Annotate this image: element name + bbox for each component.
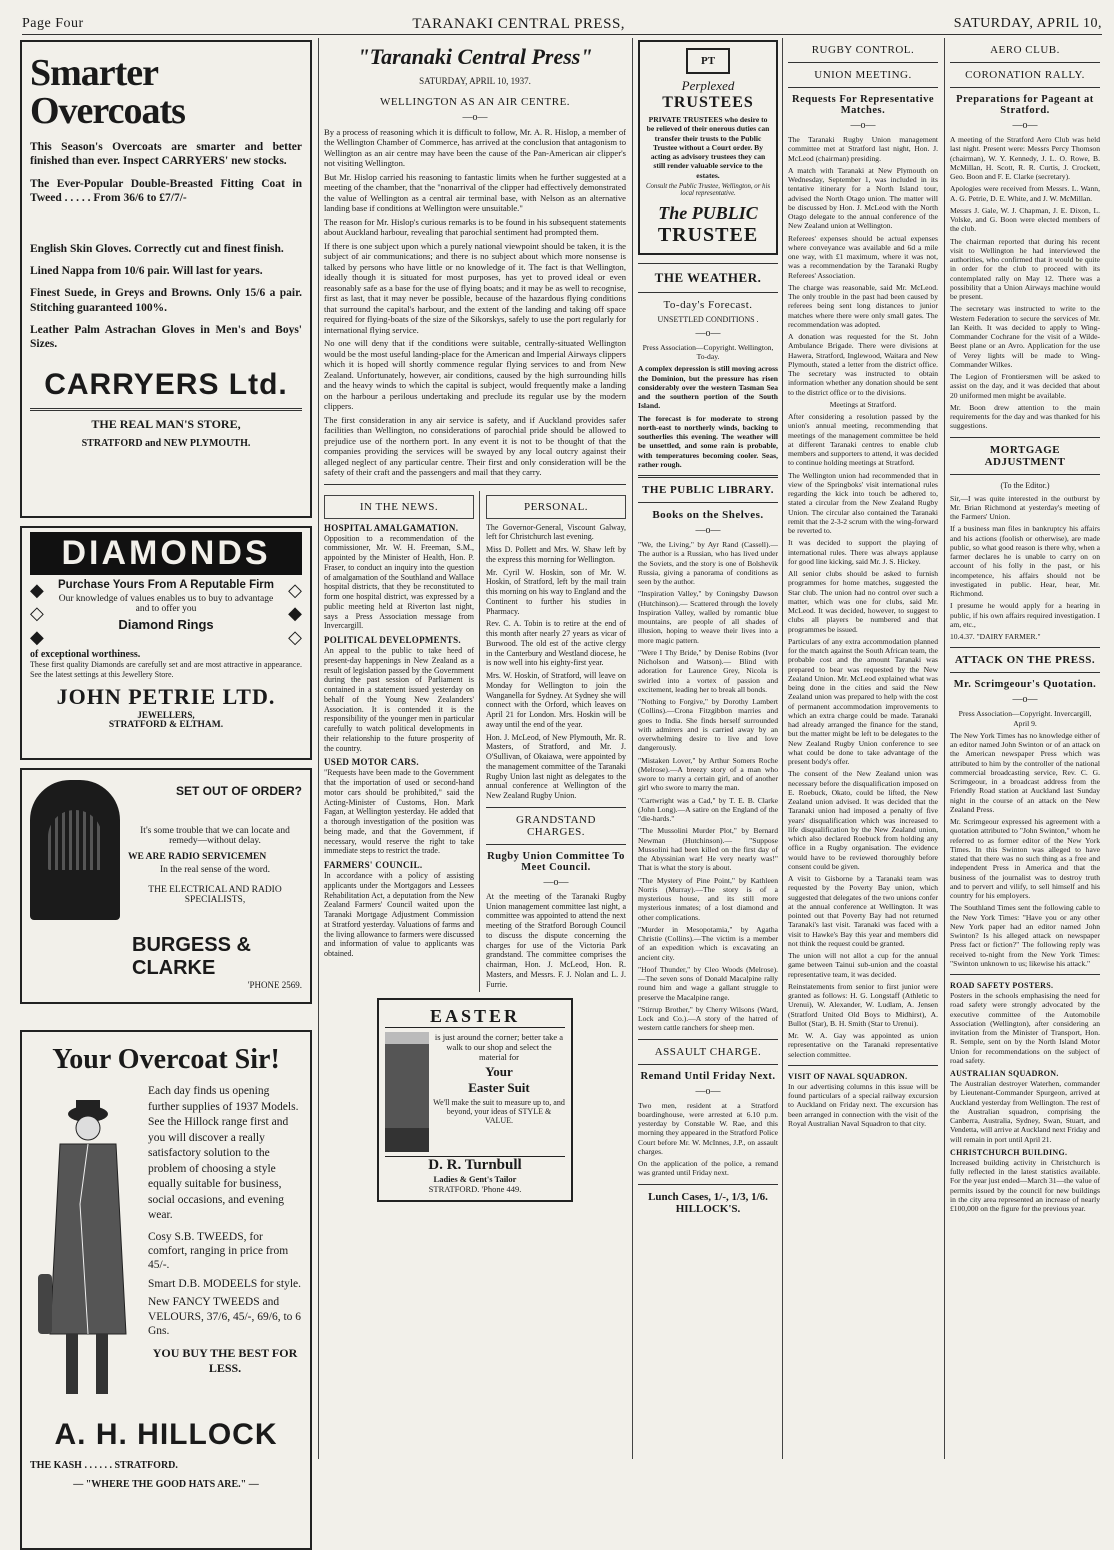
article-text: The consent of the New Zealand union was necessary before the disqualification imposed on E. Roebuck, Okato, could be lifted, the New Zealand union advised. It was decided that the Taranaki union had imposed a penalty of five years' disqualification which was increased to life disqualification by the New Zealand union, which also declared Roebuck from holding any office in a Rugby organisation. The evidence would have to be reviewed thoroughly before consent could be given. [788, 769, 938, 871]
ad-text: is just around the corner; better take a walk to our shop and select the material for [434, 1032, 564, 1063]
ad-headline: Purchase Yours From A Reputable Firm [58, 579, 274, 591]
ad-text: Lined Nappa from 10/6 pair. Will last for years. [30, 264, 263, 277]
article-text: At the meeting of the Taranaki Rugby Union management committee last night, a committee was appointed to attend the next meeting of the Stratford Borough Council to discuss the dispute concerning the charges for use of the Victoria Park grandstand. The committee comprises the chairman, Hon. J. McLeod, Hon. R. Masters, and Messrs. F. J. Nolan and L. J. Furrie. [486, 891, 626, 989]
editorial-para: No one will deny that if the conditions were suitable, centrally-situated Wellington would be the most useful landing-place for the American and Imperial Airways clippers which it is hoped will shortly commence regular flying services to and from New Zealand. Unfortunately, however, air conditions, caused by the high surrounding hills and the heavy winds to which the capital is subject, would frequently make a landing on the harbour a perilous undertaking and preclude its regular use by the modern clippers. [324, 338, 626, 412]
library-book: "We, the Living," by Ayr Rand (Cassell).—The author is a Russian, who has lived under the Soviets, and the story is one of Bolshevik Russia, giving a panorama of conditions as seen by the author. [638, 540, 778, 586]
article-text: The Southland Times sent the following cable to the New York Times: "Have you or any other New York paper had an editor named John Swinton? Is his alleged attack on newspaper Press fact or fiction?" The following reply was received to-night from the New York Times: "Swinton unknown to us; likewise his attack." [950, 903, 1100, 968]
ad-text: English Skin Gloves. Correctly cut and finest finish. [30, 242, 284, 255]
section-heading: THE WEATHER. [654, 269, 762, 285]
library-book: "The Mussolini Murder Plot," by Bernard Newman (Hutchinson).— "Suppose Mussolini had been killed on the first day of the Abyssinian war! He very nearly was!" That is what the story is about. [638, 826, 778, 873]
ad-text: Our knowledge of values enables us to buy to advantage and to offer you [58, 594, 274, 614]
section-subheading: Mr. Scrimgeour's Quotation. [953, 679, 1097, 691]
paper-flag: "Taranaki Central Press" [357, 44, 593, 69]
ad-text: We'll make the suit to measure up to, and beyond, your ideas of STYLE & VALUE. [433, 1098, 565, 1126]
article-text: A meeting of the Stratford Aero Club was held last night. Present were: Messrs Percy Thomson (chairman), W. Y. Kennedy, J. L. O. Rowe, B. McMillan, H. Scott, R. R. Curtis, J. Crockett, Geo. Boon and F. E. Clarke (secretary). [950, 135, 1100, 181]
ad-text: Lunch Cases, 1/-, 1/3, 1/6. [648, 1190, 768, 1203]
diamond-icon: ◇ ◆ ◇ [288, 580, 302, 647]
ad-text: It's some trouble that we can locate and remedy—without delay. [140, 826, 290, 846]
shop-trade: Ladies & Gent's Tailor [433, 1174, 517, 1185]
carryers-ad [20, 40, 312, 518]
news-text: In accordance with a policy of assisting applicants under the Mortgagors and Lessees Rehabilitation Act, a deputation from the New Zealand Farmers' Council waited upon the Taranaki Mortgage Adjustment Commission at Stratford yesterday. Valuations of farms and the living allowance to farmers were discussed and information of value to applicants was obtained. [324, 871, 474, 958]
petrie-ad [20, 526, 312, 760]
ad-headline: The PUBLIC [658, 202, 758, 223]
section-subheading: Preparations for Pageant at Stratford. [956, 94, 1094, 116]
ad-text: Cosy S.B. TWEEDS, for comfort, ranging in price from 45/-. [148, 1230, 289, 1272]
editorial-para: By a process of reasoning which it is difficult to follow, Mr. A. R. Hislop, a member of the Wellington Chamber of Commerce, has arrived at the conclusion that antagonism to Wellington as an air centre may have been the cause of the Pan-American air clipper's not visiting Wellington. [324, 127, 626, 169]
shop-slogan: — "WHERE THE GOOD HATS ARE." — [73, 1479, 259, 1490]
library-book: "Mistaken Lover," by Arthur Somers Roche (Melrose).—A breezy story of a man who swore to marry a certain girl, and of another girl who swore to marry the man. [638, 755, 778, 793]
library-book: "Hoof Thunder," by Cleo Woods (Melrose).—The seven sons of Donald Macalpine rally round him and wage a gallant struggle to preserve the Macalpine range. [638, 964, 778, 1002]
ad-text: These first quality Diamonds are carefully set and are most attractive in appearance. See the latest settings at this Jewellery Store. [30, 660, 302, 679]
editorial-para: But Mr. Hislop carried his reasoning to fantastic limits when he further suggested at a meeting of the chamber, that the "nonarrival of the clipper had effectively demonstrated the value of Wellington as a central air terminal base, with Nelson as an alternative landing base if conditions at Wellington were unsuitable." [324, 171, 626, 214]
shop-phone: 'PHONE 2569. [247, 980, 302, 990]
news-caption: CHRISTCHURCH BUILDING. [950, 1147, 1068, 1157]
article-text: Mr. Scrimgeour expressed his agreement with a quotation attributed to "John Swinton," whom he referred to as former editor of the New York Times. In this Swinton was alleged to have stated that there was no such thing as a free and independent Press in America and that the business of the journalist was to destroy truth and to pervert and vilify, to sell himself and his country for his employers. [950, 817, 1100, 900]
radio-set-icon [30, 780, 120, 920]
article-text: A match with Taranaki at New Plymouth on Wednesday, September 1, was included in its tentative itinerary for a North Island tour, advised the North Otago union. The matter will be discussed by Hon. J. McLeod with the North Otago delegate to the annual conference of the New Zealand union at Wellington. [788, 165, 938, 231]
article-text: Apologies were received from Messrs. L. Wann, A. G. Petrie, D. E. White, and J. W. McMillan. [950, 184, 1100, 203]
wire-source: Press Association—Copyright. Invercargill, April 9. [958, 709, 1092, 728]
personal-item: Mr. Cyril W. Hoskin, son of Mr. W. Hoskin, of Stratford, left by the mail train this morning on his way to England and the Continent to further his studies in Pharmacy. [486, 567, 626, 616]
news-text: An appeal to the public to take heed of present-day happenings in New Zealand as a result of legislation passed by the Government during the past session of Parliament is contained in a statement issued yesterday on behalf of the Young New Zealanders' Association. It is contended it is the responsibility of the younger men in particular carefully to watch political developments in their relationship to the future prosperity of the country. [324, 646, 474, 753]
ad-text: THE ELECTRICAL AND RADIO SPECIALISTS, [148, 885, 282, 905]
paper-name: TARANAKI CENTRAL PRESS, [412, 15, 626, 32]
ad-text: The Ever-Popular Double-Breasted Fitting Coat in Tweed . . . . . From 36/6 to £7/7/- [30, 177, 302, 205]
section-subheading: UNION MEETING. [814, 69, 912, 81]
ad-headline: Smarter Overcoats [30, 52, 185, 132]
ad-text: Your [485, 1064, 513, 1080]
article-text: Two men, resident at a Stratford boardinghouse, were arrested at 6.10 p.m. yesterday by Constable W. Rae, and this morning they appeared in the Stratford Police Court before Mr. W. McInnes, J.P., on assault charges. [638, 1100, 778, 1156]
shop-tagline: THE REAL MAN'S STORE, [91, 416, 241, 431]
article-text: After considering a resolution passed by the union's annual meeting, recommending that meetings of the management committee be held at different Taranaki centres to enable club members and supporters to attend, it was decided to continue holding meetings at Stratford. [788, 412, 938, 468]
section-subheading: Remand Until Friday Next. [640, 1070, 776, 1082]
shop-name: JOHN PETRIE LTD. [56, 683, 276, 709]
ad-text: WE ARE RADIO SERVICEMEN [128, 852, 267, 862]
library-book: "Inspiration Valley," by Coningsby Dawson (Hutchinson).— Scattered through the lovely Inspiration Valley, walled by romantic blue mountains, are people of all shades of illusion, hoping to weave their lives into a more magic pattern. [638, 589, 778, 645]
column-rule [318, 38, 319, 1459]
news-text: The Australian destroyer Waterhen, commander by Lieutenant-Commander Spurgeon, arrived at Auckland yesterday from Wellington. The rest of the Australian squadron, comprising the Canberra, Australia, Sydney, Swan, Stuart, and Vendetta, will arrive at Auckland next Friday and will remain in port until April 21. [950, 1079, 1100, 1144]
news-text: In our advertising columns in this issue will be found particulars of a special railway excursion to Auckland on Friday next. The excursion has been arranged in connection with the visit of the Royal Australian Naval Squadron to that city. [788, 1081, 938, 1128]
letter-signature: 10.4.37. "DAIRY FARMER." [950, 632, 1041, 641]
editorial-date: SATURDAY, APRIL 10, 1937. [419, 76, 531, 86]
ad-headline: SET OUT OF ORDER? [176, 784, 302, 798]
ad-text: Consult the Public Trustee, Wellington, or his local representative. [646, 182, 770, 197]
article-text: The Wellington union had recommended that in view of the Springboks' visit international rules regarding the kick into touch be adhered to, stated a circular from the New Zealand Rugby Union. The circular also contained the Taranaki remit that the 2-3-2 scrum with the wing-forward be reverted to. [788, 470, 938, 535]
shop-trade: JEWELLERS, [137, 709, 195, 720]
article-text: Particulars of any extra accommodation planned for the match against the South African team, the probable cost and the amount Taranaki was prepared to bear was requested by the New Zealand Union. Mr. McLeod explained what was being done in the cities and said the New Zealand union was prepared to help with the cost of permanent accommodation improvements to which an extra charge could be made. Taranaki had already arranged the finance for the stand, but the matter might be left to be delegates to the New Zealand Rugby Union conference to see what could be done to take advantage of the present body's offer. [788, 636, 938, 766]
news-caption: VISIT OF NAVAL SQUADRON. [788, 1071, 908, 1081]
section-subheading: CORONATION RALLY. [965, 69, 1085, 81]
shop-kash: THE KASH . . . . . . STRATFORD. [30, 1460, 178, 1471]
news-text: Opposition to a recommendation of the commissioner, Mr. W. H. Freeman, S.M., appointed by the Minister of Health, Hon. P. Fraser, to conduct an inquiry into the question of amalgamation of the Southland and Wallace hospital districts, that they be reconstituted to form one hospital district, was expressed by a public meeting held at Riverton last night, says a Press Association message from Invercargill. [324, 533, 474, 631]
editorial-headline: WELLINGTON AS AN AIR CENTRE. [379, 96, 571, 108]
article-text: The Legion of Frontiersmen will be asked to assist on the day, and it was decided that about 20 uniformed men might be available. [950, 372, 1100, 400]
hillock-ad [20, 1030, 312, 1550]
section-heading: THE PUBLIC LIBRARY. [642, 484, 774, 496]
section-subheading: Rugby Union Committee To Meet Council. [487, 850, 625, 873]
library-book: "Murder in Mesopotamia," by Agatha Christie (Collins).—The victim is a member of an expedition which is excavating an ancient city. [638, 924, 778, 962]
column-rule [632, 38, 633, 1459]
article-text: The secretary was instructed to write to the Western Federation to secure the services of Mr. Ian Keith. It was decided to apply to Wing-Commander Cochrane for the visit of a Wilde-Beest plane or an Avro. Application for the use of Verey lights will be made to Wing-Commander Wilkes. [950, 304, 1100, 369]
library-book: "Stirrup Brother," by Cherry Wilsons (Ward, Lock and Co.).—A story of the hatred of western cattle ranchers for sheep men. [638, 1004, 778, 1033]
article-text: All senior clubs should be asked to furnish programmes for home matches, suggested the Star club. The union had no control over such a matter, which was one for clubs, said Mr. McLeod. It was decided, however, to suggest to clubs all players be numbered and that programmes be issued. [788, 569, 938, 634]
editorial-para: The first consideration in any air service is safety, and if Auckland provides safer facilities than Wellington, no considerations of parochial pride should be allowed to prejudice use of the northern port. In any event it is not to be thought of that the companies providing the services will be swayed by any local outcry against their alleged neglect of any particular centre. Their first and only consideration will be the safety of their craft and the passengers and mail that they carry. [324, 414, 626, 478]
article-text: Mr. Boon drew attention to the main requirements for the day and was thanked for his suggestions. [950, 402, 1100, 431]
article-text: The Taranaki Rugby Union management committee met at Stratford last night, Hon. J. McLeod (chairman) presiding. [788, 135, 938, 163]
library-book: "Cartwright was a Cad," by T. E. B. Clarke (John Long).—A satire on the England of the "die-hards." [638, 795, 778, 823]
shop-name: HILLOCK'S. [675, 1202, 741, 1215]
ad-text: Finest Suede, in Greys and Browns. Only 15/6 a pair. Stitching guaranteed 100%. [30, 287, 302, 314]
article-text: Messrs J. Gale, W. J. Chapman, J. E. Dixon, L. Volske, and G. Boon were elected members of the club. [950, 205, 1100, 234]
ad-headline: TRUSTEES [662, 94, 754, 111]
diamonds-banner: DIAMONDS [30, 532, 302, 575]
news-text: "Requests have been made to the Government that the importation of used or second-hand motor cars should be prohibited," said the Acting-Minister of Customs, Hon. Mark Fagan, at Wellington yesterday. He added that a thorough investigation of the position was being made, and that the Government, if necessary, would reserve the right to take immediate steps to restrict the trade. [324, 768, 474, 856]
library-book: "Were I Thy Bride," by Denise Robins (Ivor Nicholson and Watson).— Blind with adoration for Laurence Grey, Nicola is swirled into a vortex of passion and excitement, leading her to break all bonds. [638, 647, 778, 694]
ad-text: Leather Palm Astrachan Gloves in Men's and Boys' Sizes. [30, 324, 302, 351]
article-text: The charge was reasonable, said Mr. McLeod. The only trouble in the past had been caused by referees being sent long distances to junior matches where there were only small gates. The recommendation was adopted. [788, 282, 938, 329]
section-heading: ATTACK ON THE PRESS. [954, 654, 1096, 667]
page-number: Page Four [22, 16, 84, 31]
article-text: The chairman reported that during his recent visit to Wellington he had interviewed the authorities, who confirmed that it would be quite in order for the club to proceed with its contemplated rally on May 12. There was a possibility that a Union Airways machine would be present. [950, 236, 1100, 301]
ad-text: New FANCY TWEEDS and VELOURS, 37/6, 45/-, 69/6, to 6 Gns. [148, 1296, 302, 1337]
news-text: Posters in the schools emphasising the need for road safety were strongly advocated by the executive committee of the Automobile Association (Wellington), after considering an invitation from the Minister of Transport, Hon. R. Semple, sent on by the North Island Motor Union for recommendations on the subject of road safety. [950, 991, 1100, 1065]
ad-headline: TRUSTEE [657, 223, 759, 246]
section-heading: AERO CLUB. [990, 44, 1060, 56]
public-trustee-ad [638, 40, 778, 255]
trustee-crest-icon: PT [686, 48, 730, 74]
article-text: Mr. W. A. Gay was appointed as union representative on the Taranaki representative selection committee. [788, 1031, 938, 1059]
personal-item: Mrs. W. Hoskin, of Stratford, will leave on Monday for Wellington to join the Wanganella for Sydney. At Sydney she will connect with the Orford, which leaves on April 21 for London. Mrs. Hoskin will be away until the end of the year. [486, 671, 626, 729]
news-caption: HOSPITAL AMALGAMATION. [324, 522, 459, 533]
shop-name: D. R. Turnbull [385, 1156, 565, 1174]
wire-source: Press Association—Copyright. Wellington, To-day. [642, 342, 774, 361]
ad-text: PRIVATE TRUSTEES who desire to be relieved of their onerous duties can transfer their trusts to the Public Trustee without a Court order. By acting as advisory trustees they can still render valuable service to the estates. [646, 115, 770, 180]
article-text: A visit to Gisborne by a Taranaki team was requested by the Poverty Bay union, which suggested that delegates of the two unions confer at the annual conference at Wellington. It was pointed out that Poverty Bay had not returned Taranaki's last visit. Taranaki was faced with a visit to Hawke's Bay this year and members did not think the request could be granted. [788, 874, 938, 948]
section-heading: IN THE NEWS. [324, 495, 474, 519]
column-rule [782, 38, 783, 1459]
news-caption: POLITICAL DEVELOPMENTS. [324, 635, 461, 645]
shop-address: STRATFORD. 'Phone 449. [428, 1184, 522, 1195]
article-text: A donation was requested for the St. John Ambulance Brigade. There were divisions at Hawera, Stratford, Inglewood, Waitara and New Plymouth, stated a letter from the district office. The secretary was instructed to obtain information whether any donation should be sent to the district office or to the divisions. [788, 332, 938, 397]
editorial-para: The reason for Mr. Hislop's curious remarks is to be found in his subsequent statements about Auckland harbour, revealing that parochial sentiment had prompted them. [324, 216, 626, 238]
advertising-column [20, 40, 312, 1490]
section-heading: MORTGAGE ADJUSTMENT [984, 443, 1066, 468]
article-text: Reinstatements from senior to first junior were granted as follows: H. G. Longstaff (Athletic to Urenui), W. Alexander, W. Ludlam, A. Jensen (Stratford United Old Boys to Midhirst), A. Bullot (Star), B. H. Smith (Star to Urenui). [788, 981, 938, 1028]
letter-text: If a business man files in bankruptcy his affairs and his actions (foolish or otherwise), are made public, so what good reason is there why, when a farmer declares he is unable to carry on on account of his folly in the past, or his incompetence, his affairs should not be investigated in public. Hear, hear, Mr. Richmond. [950, 524, 1100, 598]
shop-towns: STRATFORD and NEW PLYMOUTH. [81, 437, 251, 449]
news-caption: USED MOTOR CARS. [324, 757, 419, 768]
personal-item: The Governor-General, Viscount Galway, left for Christchurch last evening. [486, 522, 626, 542]
shop-name: A. H. HILLOCK [54, 1418, 278, 1451]
man-in-suit-icon [385, 1032, 429, 1152]
personal-item: Miss D. Pollett and Mrs. W. Shaw left by the express this morning for Wellington. [486, 545, 626, 564]
section-heading: RUGBY CONTROL. [811, 44, 915, 56]
news-caption: FARMERS' COUNCIL. [324, 860, 423, 870]
article-text: The New York Times has no knowledge either of an editor named John Swinton or of an attack on the American newspaper Press which was attributed to him by the controller of the national commercial broadcasting service, Rev. C. G. Scrimgeour, in a broadcast address from the Friendly Road station at Auckland last Sunday night in the course of an attack on the New Zealand Press. [950, 730, 1100, 814]
ad-text: Easter Suit [468, 1080, 530, 1096]
editorial-column: "Taranaki Central Press" SATURDAY, APRIL 10, 1937. WELLINGTON AS AN AIR CENTRE. —o— By a process of reasoning which it is difficult to follow, Mr. A. R. Hislop, a member of the Wellington Chamber of Commerce, has arrived at the conclusion that antagonism to Wellington as an air centre may have been the cause of the Pan-American air clipper's not visiting Wellington. But Mr. Hislop carried his reasoning to fantastic limits when he further suggested at a meeting of the chamber, that the "nonarrival of the clipper had effectively demonstrated the value of Wellington as a central air terminal base, with Nelson as an alternative landing base if conditions at Wellington were unsuitable." The reason for Mr. Hislop's curious remarks is to be found in his subsequent statements about Auckland harbour, revealing that parochial sentiment had prompted them. If there is one subject upon which a purely national viewpoint should be taken, it is the subject of air communications; and there is no subject about which more nonsense is talked by persons who have little or no knowledge of it. The fact is that Wellington, ideally though it is situated for most purposes, has yet to proved ideal or even reasonably safe as a base for the use of flying boats; and it may be as well to recognise, first as last, that it may never be possible, because of the hazardous flying conditions that surround the capital's harbour, and the extent of the landing and taking off space required for flying-boats of the size of the Sikorskys, safely to use the port regularly for international flying service. No one will deny that if the conditions were suitable, centrally-situated Wellington would be the most useful landing-place for the American and Imperial Airways clippers which it is hoped will shortly commence regular flying services to and from New Zealand. Unfortunately, however, air conditions, caused by the high surrounding hills and the heavy winds to which the capital is subject, would frequently make a landing on the harbour a perilous undertaking and preclude its regular use by the modern clippers. The first consideration in any air service is safety, and if Auckland provides safer facilities than Wellington, no considerations of parochial pride should be allowed to prejudice use of the northern port. In any event it is not to be thought of that the companies providing the services will be swayed by any local outcry against their alleged neglect of any particular centre. Their first and only consideration will be the safety of their craft and the passengers and mail that they carry. IN THE NEWS. HOSPITAL AMALGAMATION. Opposition to a recommendation of the commissioner, Mr. W. H. Freeman, S.M., appointed by the Minister of Health, Hon. P. Fraser, to conduct an inquiry into the question of amalgamation of the Southland and Wallace hospital districts, that they be reconstituted to form one hospital district, was expressed by a public meeting held at Riverton last night, says a Press Association message from Invercargill. POLITICAL DEVELOPMENTS. An appeal to the public to take heed of present-day happenings in New Zealand as a result of legislation passed by the Government during the past session of Parliament is contained in a statement issued yesterday on behalf of the Young New Zealanders' Association. It is contended it is the responsibility of the younger men in particular carefully to watch political developments in their relationship to the future prosperity of the country. USED MOTOR CARS. "Requests have been made to the Government that the importation of used or second-hand motor cars should be prohibited," said the Acting-Minister of Customs, Hon. Mark Fagan, at Wellington yesterday. He added that a thorough investigation of the position was being made, and that the Government, if necessary, would reserve the right to take immediate steps to restrict the trade. FARMERS' COUNCIL. In accordance with a policy of assisting applicants under the Mortgagors and Lessees Rehabilitation Act, a deputation from the New Zealand Farmers' Council waited upon the Taranaki Mortgage Adjustment Commission at Stratford yesterday. Valuations of farms and the living allowance to farmers were discussed and information of value to applicants was obtained. PERSONAL. The Governor-General, Viscount Galway, left for Christchurch last evening. Miss D. Pollett and Mrs. W. Shaw left by the express this morning for Wellington. Mr. Cyril W. Hoskin, son of Mr. W. Hoskin, of Stratford, left by the mail train this morning on his way to England and the Continent to further his studies in Pharmacy. Rev. C. A. Tobin is to retire at the end of this month after nearly 27 years as vicar of Burwood. The old est of the active clergy in the Canterbury and Westland diocese, he is now well into his eighty-first year. Mrs. W. Hoskin, of Stratford, will leave on Monday for Wellington to join the Wanganella for Sydney. At Sydney she will connect with the Orford, which leaves on April 21 for London. Mrs. Hoskin will be away until the end of the year. Hon. J. McLeod, of New Plymouth, Mr. R. Masters, of Stratford, and Mr. J. O'Sullivan, of Okaiawa, were appointed by the management committee of the Taranaki Rugby Union last night as delegates to the annual conference at Wellington of the New Zealand Rugby Union. GRANDSTAND CHARGES. Rugby Union Committee To Meet Council. —o— At the meeting of the Taranaki Rugby Union management committee last night, a committee was appointed to attend the next meeting of the Stratford Borough Council to discuss the dispute concerning the charges for use of the Victoria Park grandstand. The committee comprises the chairman, Hon. J. McLeod, Hon. R. Masters, and Messrs. F. J. Nolan and L. J. Furrie. EASTER is just around the corner; better take a walk to our shop and select the material for Your Easter Suit We'll make the suit to measure up to, and beyond, your ideas of STYLE & VALUE. D. R. Turnbull Ladies & Gent's Tailor STRATFORD. 'Phone 449. [324, 40, 626, 1455]
article-text: The union will not allot a cup for the annual game between Tainui sub-union and the coastal representative team, it was decided. [788, 951, 938, 979]
section-subheading: To-day's Forecast. [663, 298, 753, 311]
section-heading: GRANDSTAND CHARGES. [516, 813, 596, 838]
weather-text: The forecast is for moderate to strong north-east to northerly winds, backing to southerlies this evening. The weather will be unsettled, and some rain is probable, with temperatures becoming cooler. Seas, rather rough. [638, 413, 778, 469]
letter-text: I presume he would apply for a hearing in public, if his own affairs required investigation. I am, etc., [950, 601, 1100, 629]
shop-name: BURGESS & CLARKE [132, 934, 251, 979]
masthead [22, 14, 1102, 35]
library-book: "The Mystery of Pine Point," by Kathleen Norris (Murray).—The story is of a mysterious house, and its still more mysterious inmates; of a lost diamond and other complications. [638, 875, 778, 922]
column-rule [944, 38, 945, 1459]
article-text: On the application of the police, a remand was granted until Friday next. [638, 1159, 778, 1178]
shop-name: CARRYERS Ltd. [44, 367, 288, 401]
ad-text: In the real sense of the word. [159, 865, 270, 875]
editorial-para: If there is one subject upon which a purely national viewpoint should be taken, it is the subject of air communications; and there is no subject about which more nonsense is talked by persons who have little or no knowledge of it. The fact is that Wellington, ideally though it is situated for most purposes, has yet to proved ideal or even reasonably safe as a base for the use of flying boats; and it may be as well to recognise, first as last, that it may never be possible, because of the hazardous flying conditions that surround the capital's harbour, and the extent of the landing and taking off space required for flying-boats of the size of the Sikorskys, safely to use the port regularly for international flying service. [324, 240, 626, 335]
news-column-4: RUGBY CONTROL. UNION MEETING. Requests For Representative Matches. —o— The Taranaki Rugby Union management committee met at Stratford last night, Hon. J. McLeod (chairman) presiding. A match with Taranaki at New Plymouth on Wednesday, September 1, was included in its tentative itinerary for a North Island tour, advised the North Otago union. The matter will be discussed by Hon. J. McLeod with the North Otago delegate to the annual conference of the New Zealand union at Wellington. Referees' expenses should be actual expenses where conveyance was available and 6d a mile one way, with £1 maximum, where it was not, was a recommendation by the Taranaki Rugby Referees' Association. The charge was reasonable, said Mr. McLeod. The only trouble in the past had been caused by referees being sent long distances to junior matches where there were only small gates. The recommendation was adopted. A donation was requested for the St. John Ambulance Brigade. There were divisions at Hawera, Stratford, Inglewood, Waitara and New Plymouth, stated a letter from the district office. The secretary was instructed to obtain information whether any donation should be sent to the district office or to the divisions. Meetings at Stratford. After considering a resolution passed by the union's annual meeting, recommending that meetings of the management committee be held at different Taranaki centres to enable club members and supporters to attend, it was decided to continue holding meetings at Stratford. The Wellington union had recommended that in view of the Springboks' visit international rules regarding the kick into touch be adhered to, stated a circular from the New Zealand Rugby Union. The circular also contained the Taranaki remit that the 2-3-2 scrum with the wing-forward be reverted to. It was decided to support the playing of international rules. There was always applause for good line kicking, said Mr. J. S. Hickey. All senior clubs should be asked to furnish programmes for home matches, suggested the Star club. The union had no control over such a matter, which was one for clubs, said Mr. McLeod. It was decided, however, to suggest to clubs all players be numbered and that programmes be issued. Particulars of any extra accommodation planned for the match against the South African team, the probable cost and the amount Taranaki was prepared to bear was requested by the New Zealand Union. Mr. McLeod explained what was being done in the cities and said the New Zealand union was prepared to help with the cost of permanent accommodation improvements to which an extra charge could be made. Taranaki had already arranged the finance for the stand, but the matter might be left to be delegates to the New Zealand Rugby Union conference to see what could be done to take advantage of the present body's offer. The consent of the New Zealand union was necessary before the disqualification imposed on E. Roebuck, Okato, could be lifted, the New Zealand union advised. It was decided that the Taranaki union had imposed a penalty of five years' disqualification which was increased to life disqualification by the New Zealand union, which also declared Roebuck from holding any office in a Rugby organisation. The evidence would have to be reviewed thoroughly before consent could be given. A visit to Gisborne by a Taranaki team was requested by the Poverty Bay union, which suggested that delegates of the two unions confer at the annual conference at Wellington. It was pointed out that Poverty Bay had not returned Taranaki's last visit. Taranaki was faced with a visit to Hawke's Bay this year and members did not think the request could be granted. The union will not allot a cup for the annual game between Tainui sub-union and the coastal representative team, it was decided. Reinstatements from senior to first junior were granted as follows: H. G. Longstaff (Athletic to Urenui), W. Alexander, W. Ludlam, A. Jensen (Stratford United Old Boys to Midhirst), A. Bullot (Star), B. H. Smith (Star to Urenui). Mr. W. A. Gay was appointed as union representative on the Taranaki representative selection committee. VISIT OF NAVAL SQUADRON. In our advertising columns in this issue will be found particulars of a special railway excursion to Auckland on Friday next. The excursion has been arranged in connection with the visit of the Royal Australian Naval Squadron to that city. [788, 44, 938, 1128]
section-heading: PERSONAL. [486, 495, 626, 519]
ad-text: Smart D.B. MODEELS for style. [148, 1277, 302, 1290]
news-text: Increased building activity in Christchurch is fully reflected in the latest statistics available. For the year just ended—March 31—the value of permits issued by the council for new buildings in the city area represented an increase of nearly £100,000 on the figure for the previous year. [950, 1157, 1100, 1213]
news-column-5: AERO CLUB. CORONATION RALLY. Preparations for Pageant at Stratford. —o— A meeting of the Stratford Aero Club was held last night. Present were: Messrs Percy Thomson (chairman), W. Y. Kennedy, J. L. O. Rowe, B. McMillan, H. Scott, R. R. Curtis, J. Crockett, Geo. Boon and F. E. Clarke (secretary). Apologies were received from Messrs. L. Wann, A. G. Petrie, D. E. White, and J. W. McMillan. Messrs J. Gale, W. J. Chapman, J. E. Dixon, L. Volske, and G. Boon were elected members of the club. The chairman reported that during his recent visit to Wellington he had interviewed the authorities, who confirmed that it would be quite in order for the club to proceed with its contemplated rally on May 12. There was a possibility that a Union Airways machine would be present. The secretary was instructed to write to the Western Federation to secure the services of Mr. Ian Keith. It was decided to apply to Wing-Commander Cochrane for the visit of a Wilde-Beest plane or an Avro. Application for the use of Verey lights will be made to Wing-Commander Wilkes. The Legion of Frontiersmen will be asked to assist on the day, and it was decided that about 20 uniformed men might be available. Mr. Boon drew attention to the main requirements for the day and was thanked for his suggestions. MORTGAGE ADJUSTMENT (To the Editor.) Sir,—I was quite interested in the outburst by Mr. Brian Richmond at yesterday's meeting of the Farmers' Union. If a business man files in bankruptcy his affairs and his actions (foolish or otherwise), are made public, so what good reason is there why, when a farmer declares he is unable to carry on on account of his folly in the past, or his incompetence, his affairs should not be investigated in public. Hear, hear, Mr. Richmond. I presume he would apply for a hearing in public, if his own affairs required investigation. I am, etc., 10.4.37. "DAIRY FARMER." ATTACK ON THE PRESS. Mr. Scrimgeour's Quotation. —o— Press Association—Copyright. Invercargill, April 9. The New York Times has no knowledge either of an editor named John Swinton or of an attack on the American newspaper Press which was attributed to him by the controller of the national commercial broadcasting service, Rev. C. G. Scrimgeour, in a broadcast address from the Friendly Road station at Auckland last Sunday night in the course of an attack on the New Zealand Press. Mr. Scrimgeour expressed his agreement with a quotation attributed to "John Swinton," whom he referred to as former editor of the New York Times. In this Swinton was alleged to have stated that there was no such thing as a free and independent Press in America and that the business of the journalist was to destroy truth and to pervert and vilify, to sell himself and his country for his employers. The Southland Times sent the following cable to the New York Times: "Have you or any other New York paper had an editor named John Swinton? Is his alleged attack on newspaper Press fact or fiction?" The following reply was received to-night from the New York Times: "Swinton unknown to us; likewise his attack." ROAD SAFETY POSTERS. Posters in the schools emphasising the need for road safety were strongly advocated by the executive committee of the Automobile Association (Wellington), after considering an invitation from the Minister of Transport, Hon. R. Semple, sent on by the North Island Motor Union for recommendations on the subject of road safety. AUSTRALIAN SQUADRON. The Australian destroyer Waterhen, commander by Lieutenant-Commander Spurgeon, arrived at Auckland yesterday from Wellington. The rest of the Australian squadron, comprising the Canberra, Australia, Sydney, Swan, Stuart, and Vendetta, will arrive at Auckland next Friday and will remain in port until April 21. CHRISTCHURCH BUILDING. Increased building activity in Christchurch is fully reflected in the latest statistics available. For the year just ended—March 31—the value of permits issued by the council for new buildings in the city area represented an increase of nearly £100,000 on the figure for the previous year. [950, 44, 1100, 1213]
turnbull-ad [377, 998, 573, 1202]
section-heading: ASSAULT CHARGE. [654, 1045, 762, 1058]
ad-text: Perplexed [681, 78, 735, 93]
man-in-overcoat-icon [30, 1084, 140, 1414]
ad-headline: Diamond Rings [118, 617, 214, 632]
letter-note: (To the Editor.) [1000, 480, 1050, 490]
news-caption: ROAD SAFETY POSTERS. [950, 981, 1054, 990]
article-text: It was decided to support the playing of international rules. There was always applause for good line kicking, said Mr. J. S. Hickey. [788, 538, 938, 566]
ad-headline: Your Overcoat Sir! [52, 1044, 280, 1075]
ad-text: of exceptional worthiness. [30, 649, 141, 661]
weather-text: A complex depression is still moving across the Dominion, but the pressure has risen considerably over the western Tasman Sea and the southern portion of the South Island. [638, 364, 778, 411]
news-column-3: PT Perplexed TRUSTEES PRIVATE TRUSTEES who desire to be relieved of their onerous duties can transfer their trusts to the Public Trustee without a Court order. By acting as advisory trustees they can still render valuable service to the estates. Consult the Public Trustee, Wellington, or his local representative. The PUBLIC TRUSTEE THE WEATHER. To-day's Forecast. UNSETTLED CONDITIONS . —o— Press Association—Copyright. Wellington, To-day. A complex depression is still moving across the Dominion, but the pressure has risen considerably over the western Tasman Sea and the southern portion of the South Island. The forecast is for moderate to strong north-east to northerly winds, backing to southerlies this evening. The weather will be unsettled, and some rain is probable, with temperatures becoming cooler. Seas, rather rough. THE PUBLIC LIBRARY. Books on the Shelves. —o— "We, the Living," by Ayr Rand (Cassell).—The author is a Russian, who has lived under the Soviets, and the story is one of Bolshevik Russia, giving a panorama of conditions as seen by the author. "Inspiration Valley," by Coningsby Dawson (Hutchinson).— Scattered through the lovely Inspiration Valley, walled by romantic blue mountains, are people of all shades of illusion, hoping to weave their lives into a more magic pattern. "Were I Thy Bride," by Denise Robins (Ivor Nicholson and Watson).— Blind with adoration for Laurence Grey, Nicola is swirled into a vortex of passion and excitement, leading her to break all bonds. "Nothing to Forgive," by Dorothy Lambert (Collins).—Crona Fitzgibbon marries and goes to India. She finds herself surrounded with admirers and is carried away by an overwhelming desire to live and love dangerously. "Mistaken Lover," by Arthur Somers Roche (Melrose).—A breezy story of a man who swore to marry a certain girl, and of another girl who swore to marry the man. "Cartwright was a Cad," by T. E. B. Clarke (John Long).—A satire on the England of the "die-hards." "The Mussolini Murder Plot," by Bernard Newman (Hutchinson).— "Suppose Mussolini had been killed on the first day of the Abyssinian war! He very nearly was!" That is what the story is about. "The Mystery of Pine Point," by Kathleen Norris (Murray).—The story is of a mysterious house, and its still more mysterious inmates; of a lost diamond and other complications. "Murder in Mesopotamia," by Agatha Christie (Collins).—The victim is a member of an expedition which is excavating an ancient city. "Hoof Thunder," by Cleo Woods (Melrose).—The seven sons of Donald Macalpine rally round him and wage a gallant struggle to preserve the Macalpine range. "Stirrup Brother," by Cherry Wilsons (Ward, Lock and Co.).—A story of the hatred of western cattle ranchers for sheep men. ASSAULT CHARGE. Remand Until Friday Next. —o— Two men, resident at a Stratford boardinghouse, were arrested at 6.10 p.m. yesterday by Constable W. Rae, and this morning they appeared in the Stratford Police Court before Mr. W. McInnes, J.P., on assault charges. On the application of the police, a remand was granted until Friday next. Lunch Cases, 1/-, 1/3, 1/6. HILLOCK'S. [638, 40, 778, 1455]
weather-conditions: UNSETTLED CONDITIONS . [657, 314, 759, 324]
ad-text: This Season's Overcoats are smarter and better finished than ever. Inspect CARRYERS' new stocks. [30, 141, 302, 168]
letter-text: Sir,—I was quite interested in the outburst by Mr. Brian Richmond at yesterday's meeting of the Farmers' Union. [950, 493, 1100, 521]
section-subheading: Requests For Representative Matches. [791, 94, 934, 116]
article-text: Referees' expenses should be actual expenses where conveyance was available and 6d a mile one way, with £1 maximum, where it was not, was a recommendation by the Taranaki Rugby Referees' Association. [788, 233, 938, 280]
ad-text: YOU BUY THE BEST FOR LESS. [152, 1346, 298, 1376]
library-book: "Nothing to Forgive," by Dorothy Lambert (Collins).—Crona Fitzgibbon marries and goes to India. She finds herself surrounded with admirers and is carried away by an overwhelming desire to live and love dangerously. [638, 697, 778, 753]
section-subheading: Books on the Shelves. [652, 509, 764, 521]
personal-item: Rev. C. A. Tobin is to retire at the end of this month after nearly 27 years as vicar of Burwood. The old est of the active clergy in the Canterbury and Westland diocese, he is now well into his eighty-first year. [486, 619, 626, 668]
personal-item: Hon. J. McLeod, of New Plymouth, Mr. R. Masters, of Stratford, and Mr. J. O'Sullivan, of Okaiawa, were appointed by the management committee of the Taranaki Rugby Union last night as delegates to the annual conference at Wellington of the New Zealand Rugby Union. [486, 732, 626, 800]
ad-text: Each day finds us opening further supplies of 1937 Models. See the Hillock range first and you will discover a really satisfactory solution to the problem of choosing a style equally suitable for business, social occasions, and evening wear. [148, 1085, 299, 1222]
shop-towns: STRATFORD & ELTHAM. [108, 719, 224, 730]
ad-headline: EASTER [385, 1006, 565, 1028]
article-subhead: Meetings at Stratford. [829, 399, 897, 409]
news-caption: AUSTRALIAN SQUADRON. [950, 1069, 1059, 1078]
issue-date: SATURDAY, APRIL 10, [953, 16, 1102, 31]
diamond-icon: ◆ ◇ ◆ [30, 580, 44, 647]
